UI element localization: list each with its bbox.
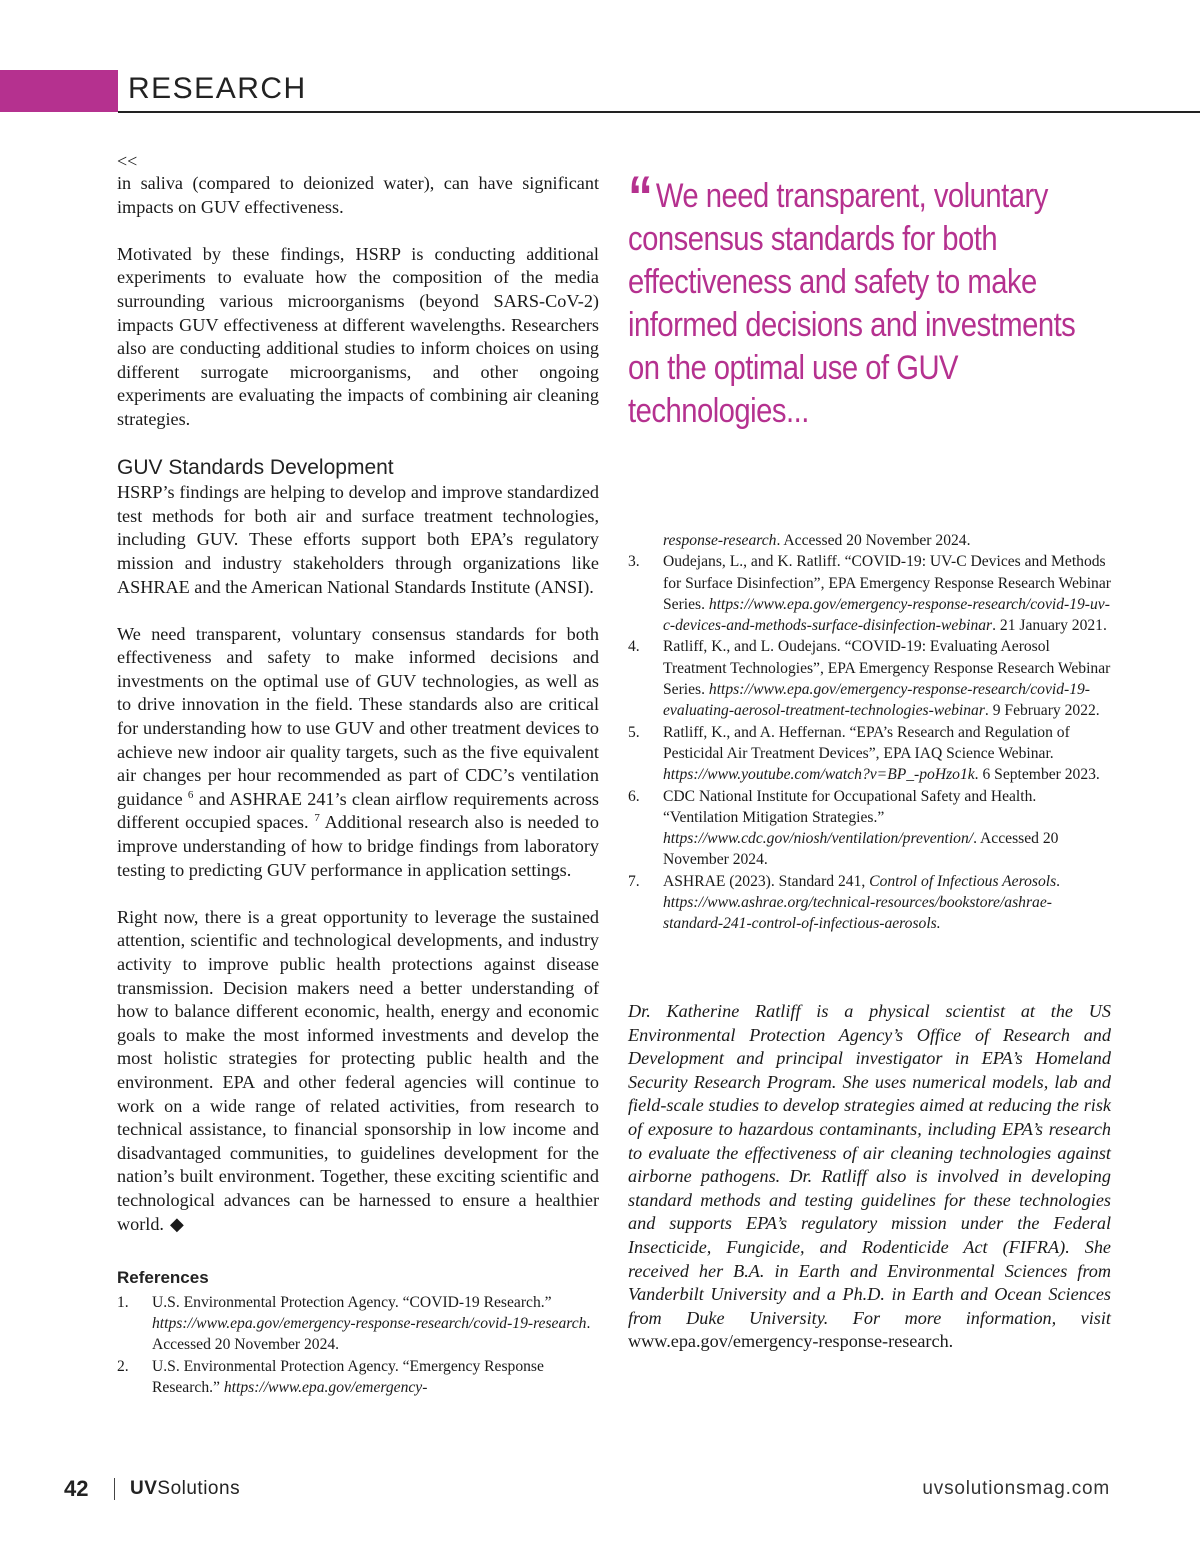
footer-brand	[130, 1478, 240, 1500]
reference-item	[628, 786, 1111, 871]
brand-bold: UV	[130, 1478, 158, 1499]
reference-link[interactable]: https://www.epa.gov/emergency-response-research/covid-19-evaluating-aerosol-treatment-technologies-webinar	[663, 681, 1090, 720]
bio-paragraph	[628, 1000, 1111, 1354]
reference-text: ASHRAE (2023). Standard 241,	[663, 872, 870, 890]
back-link[interactable]: <<	[117, 151, 138, 171]
reference-item	[628, 636, 1111, 721]
quote-mark-icon: “	[628, 165, 653, 230]
reference-text: Ratliff, K., and A. Heffernan. “EPA’s Research and Regulation of Pesticidal Air Treatment Devices”, EPA IAQ Science Webinar.	[663, 723, 1070, 762]
right-column-references	[628, 530, 1111, 935]
reference-number: 6.	[628, 787, 640, 805]
reference-tail: . Accessed 20 November 2024.	[152, 1315, 591, 1354]
reference-number: 1.	[117, 1293, 129, 1311]
references-list-left	[117, 1292, 599, 1398]
paragraph-4-c: Additional research also is needed to improve understanding of how to bridge findings from laboratory testing to predicting GUV performance in application settings.	[117, 812, 599, 880]
left-column	[117, 150, 599, 1398]
reference-number: 7.	[628, 872, 640, 890]
footer-divider	[114, 1478, 115, 1500]
paragraph-4	[117, 623, 599, 883]
reference-tail: . 9 February 2022.	[984, 702, 1100, 720]
paragraph-5-text: Right now, there is a great opportunity to leverage the sustained attention, scientific and technological developments, and industry activity to improve public health protections against disease transmission. Decision makers need a better understanding of how to balance different economic, health, energy and economic goals to make the most informed investments and develop the most holistic strategies for protecting public health and the environment. EPA and other federal agencies will continue to work on a wide range of related activities, from research to technical assistance, to financial sponsorship in low income and disadvantaged communities, to guidelines development for the nation’s built environment. Together, these exciting scientific and technological advances can be harnessed to ensure a healthier world.	[117, 906, 599, 1234]
reference-link[interactable]: https://www.ashrae.org/technical-resources/bookstore/ashrae-standard-241-control-of-infectious-aerosols.	[663, 894, 1052, 933]
reference-tail: .	[1056, 872, 1061, 890]
reference-link[interactable]: https://www.cdc.gov/niosh/ventilation/prevention/	[663, 830, 974, 848]
reference-item	[117, 1356, 599, 1399]
reference-text: U.S. Environmental Protection Agency. “COVID-19 Research.”	[152, 1293, 552, 1311]
reference-item	[628, 551, 1111, 636]
reference-number: 4.	[628, 638, 640, 656]
reference-link[interactable]: https://www.youtube.com/watch?v=BP_-poHzo1k	[663, 766, 975, 784]
footnote-7[interactable]: 7	[314, 812, 320, 825]
references-heading: References	[117, 1267, 209, 1287]
reference-number: 5.	[628, 723, 640, 741]
end-mark-icon: ◆	[169, 1213, 184, 1234]
header-accent-bar	[0, 70, 118, 112]
reference-text: U.S. Environmental Protection Agency. “Emergency Response Research.”	[152, 1357, 544, 1396]
footnote-6[interactable]: 6	[187, 788, 194, 801]
footer-website[interactable]: uvsolutionsmag.com	[922, 1478, 1110, 1499]
reference-link[interactable]: response-research	[663, 532, 777, 549]
reference-tail: . Accessed 20 November 2024.	[776, 532, 971, 549]
author-bio	[628, 1000, 1111, 1354]
reference-link[interactable]: https://www.epa.gov/emergency-	[223, 1378, 428, 1396]
paragraph-3: HSRP’s findings are helping to develop and improve standardized test methods for both air and surface treatment technologies, including GUV. These efforts support both EPA’s regulatory mission and industry stakeholders through organizations like ASHRAE and the American National Standards Institute (ANSI).	[117, 482, 599, 597]
reference-tail: . 6 September 2023.	[974, 766, 1100, 784]
paragraph-2: Motivated by these findings, HSRP is conducting additional experiments to evaluate how the composition of the media surrounding various microorganisms (beyond SARS-CoV-2) impacts GUV effectiveness at different wavelengths. Researchers also are conducting additional studies to inform choices on using different surrogate microorganisms, and other ongoing experiments are evaluating the impacts of combining air cleaning strategies.	[117, 243, 599, 429]
header-rule	[118, 111, 1200, 113]
reference-item	[117, 1292, 599, 1356]
page-number: 42	[64, 1476, 89, 1501]
bio-text: Dr. Katherine Ratliff is a physical scientist at the US Environmental Protection Agency’s Office of Research and Development and principal investigator in EPA’s Homeland Security Research Program. She uses numerical models, lab and field-scale studies to develop strategies aimed at reducing the risk of exposure to hazardous contaminants, including EPA’s research to evaluate the effectiveness of air cleaning technologies against airborne pathogens. Dr. Ratliff also is involved in developing standard methods and testing guidelines for these technologies and supports EPA’s regulatory mission under the Federal Insecticide, Fungicide, and Rodenticide Act (FIFRA). She received her B.A. in Earth and Environmental Sciences from Vanderbilt University and a Ph.D. in Earth and Ocean Sciences from Duke University. For more information, visit	[628, 1001, 1111, 1328]
pull-quote	[628, 165, 1110, 433]
reference-item	[628, 722, 1111, 786]
reference-link[interactable]: https://www.epa.gov/emergency-response-research/covid-19-uv-c-devices-and-methods-surface-disinfection-webinar	[663, 595, 1110, 635]
reference-item	[628, 871, 1111, 935]
reference-number: 3.	[628, 553, 640, 571]
paragraph-1: in saliva (compared to deionized water), can have significant impacts on GUV effectiveness.	[117, 173, 599, 217]
pull-quote-text: We need transparent, voluntary consensus standards for both effectiveness and safety to make informed decisions and investments on the optimal use of GUV technologies...	[628, 177, 1076, 430]
paragraph-4-b: and ASHRAE 241’s clean airflow requirements across different occupied spaces.	[117, 788, 599, 833]
section-heading: GUV Standards Development	[117, 456, 394, 480]
reference-link[interactable]: https://www.epa.gov/emergency-response-research/covid-19-research	[152, 1315, 587, 1333]
reference-text: Ratliff, K., and L. Oudejans. “COVID-19: Evaluating Aerosol Treatment Technologies”, EPA Emergency Response Research Webinar Series.	[663, 638, 1111, 699]
brand-rest: Solutions	[157, 1478, 241, 1499]
reference-text: CDC National Institute for Occupational Safety and Health. “Ventilation Mitigation Strategies.”	[663, 787, 1037, 826]
reference-tail: . 21 January 2021.	[992, 617, 1107, 635]
paragraph-4-a: We need transparent, voluntary consensus standards for both effectiveness and safety to make informed decisions and investments on the optimal use of GUV technologies, as well as to drive innovation in the field. These standards also are critical for understanding how to use GUV and other treatment devices to achieve new indoor air quality targets, such as the five equivalent air changes per hour recommended as part of CDC’s ventilation guidance	[117, 623, 599, 809]
references-list-right	[628, 530, 1111, 935]
reference-text: Oudejans, L., and K. Ratliff. “COVID-19: UV-C Devices and Methods for Surface Disinfection”, EPA Emergency Response Research Webinar Series.	[663, 553, 1111, 613]
paragraph-5	[117, 906, 599, 1236]
reference-title: Control of Infectious Aerosols	[869, 872, 1057, 890]
bio-link[interactable]: www.epa.gov/emergency-response-research.	[628, 1331, 954, 1352]
reference-number: 2.	[117, 1357, 129, 1375]
reference-continuation	[628, 530, 1111, 551]
reference-tail: . Accessed 20 November 2024.	[663, 830, 1059, 869]
section-title: RESEARCH	[128, 72, 307, 105]
